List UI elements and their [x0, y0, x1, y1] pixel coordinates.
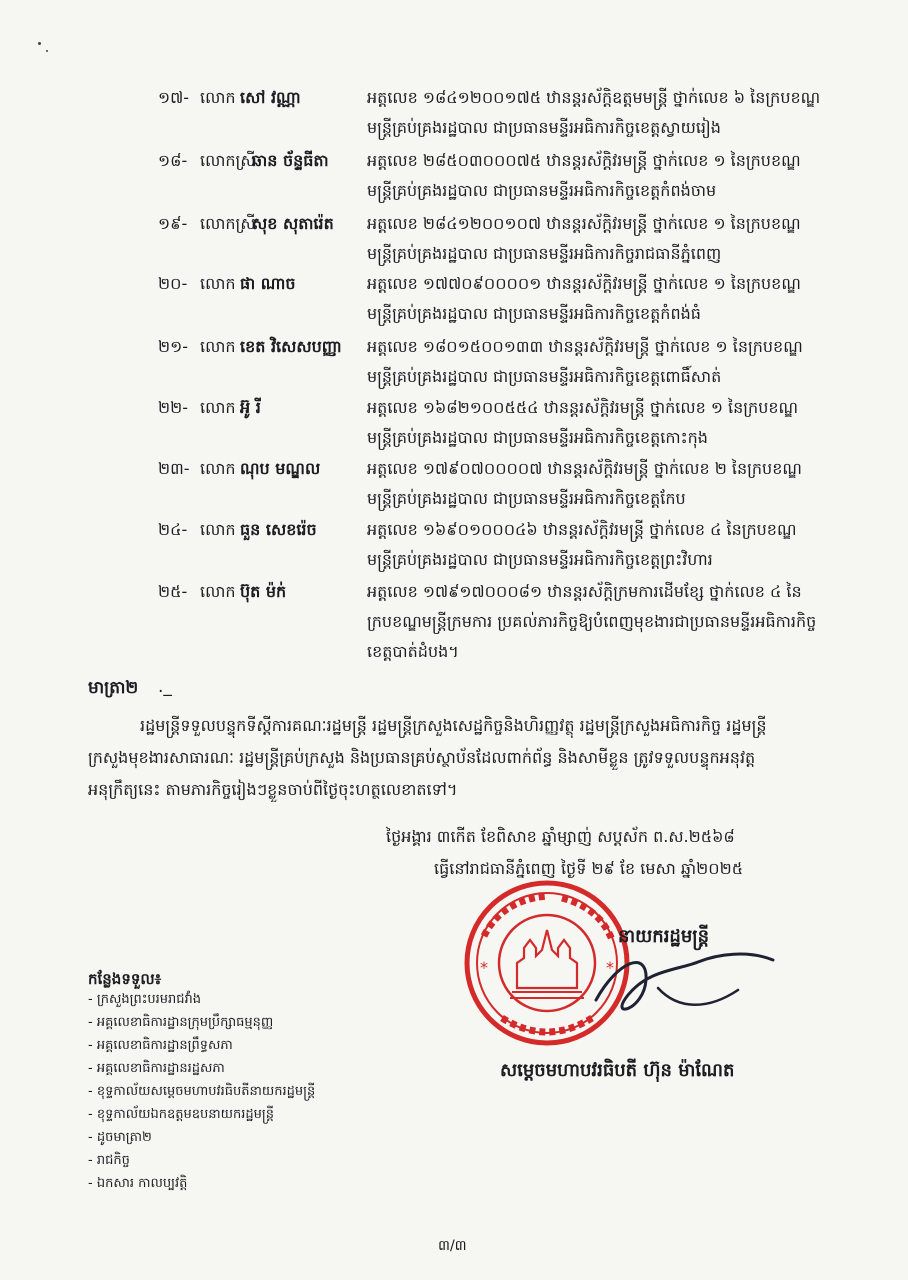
article-paragraph-line: រដ្ឋមន្ត្រីទទួលបន្ទុកទីស្តីការគណៈរដ្ឋមន្ត្រី រដ្ឋមន្ត្រីក្រសួងសេដ្ឋកិច្ចនិងហិរញ្ញវត្ថុ រដ្ឋមន្ត្រីក្រសួងអធិការកិច្ច រដ្ឋមន្ត្រី [140, 716, 767, 735]
entry-honorific: លោក [200, 88, 236, 107]
entry-honorific: លោក [200, 520, 236, 539]
svg-text:*: * [606, 958, 614, 977]
entry-honorific: លោកស្រី [200, 151, 256, 170]
recipient-item: - ខុទ្ទកាល័យឯកឧត្តមឧបនាយករដ្ឋមន្ត្រី [88, 1107, 274, 1122]
recipient-item: - ខុទ្ទកាល័យសម្តេចមហាបវរធិបតីនាយករដ្ឋមន្ត្រី [88, 1084, 316, 1099]
entry-honorific: លោកស្រី [200, 214, 256, 233]
entry-text-line: មន្ត្រីគ្រប់គ្រងរដ្ឋបាល ជាប្រធានមន្ទីរអធិការកិច្ចខេត្តកំពង់ចាម [367, 181, 717, 200]
signing-date: ធ្វើនៅរាជធានីភ្នំពេញ ថ្ងៃទី ២៩ ខែ មេសា ឆ្នាំ២០២៥ [434, 859, 744, 878]
entry-text-line: អត្តលេខ ១៦៩០១០០០៤៦ ឋានន្តរស័ក្តិវរមន្ត្រី ថ្នាក់លេខ ៤ នៃក្របខណ្ឌ [367, 520, 797, 539]
entry-name: សុខ សុតារ៉េត [252, 214, 334, 233]
entry-text-line: មន្ត្រីគ្រប់គ្រងរដ្ឋបាល ជាប្រធានមន្ទីរអធិការកិច្ចខេត្តស្វាយរៀង [367, 118, 721, 137]
entry-text-line: អត្តលេខ ១៨៤១២០០១៧៥ ឋានន្តរស័ក្តិឧត្តមមន្ត្រី ថ្នាក់លេខ ៦ នៃក្របខណ្ឌ [367, 88, 821, 107]
recipients-heading: កន្លែងទទួល៖ [88, 970, 162, 988]
entry-name: ផា ណាច [240, 274, 296, 293]
recipient-item: - អគ្គលេខាធិការដ្ឋានព្រឹទ្ធសភា [88, 1038, 233, 1053]
entry-text-line: មន្ត្រីគ្រប់គ្រងរដ្ឋបាល ជាប្រធានមន្ទីរអធិការកិច្ចរាជធានីភ្នំពេញ [367, 244, 722, 263]
entry-name: ធួន សេខរ៉េច [240, 520, 317, 539]
scan-speck [46, 50, 48, 52]
recipient-item: - អគ្គលេខាធិការដ្ឋានរដ្ឋសភា [88, 1061, 225, 1076]
entry-text-line: មន្ត្រីគ្រប់គ្រងរដ្ឋបាល ជាប្រធានមន្ទីរអធិការកិច្ចខេត្តកោះកុង [367, 428, 708, 447]
entry-number: ២០- [158, 274, 188, 293]
entry-text-line: ក្របខណ្ឌមន្ត្រីក្រមការ ប្រគល់ភារកិច្ចឱ្យបំពេញមុខងារជាប្រធានមន្ទីរអធិការកិច្ច [367, 612, 817, 631]
entry-number: ២២- [158, 398, 188, 417]
entry-name: អ៊ូ រី [240, 398, 261, 417]
entry-number: ២៥- [158, 582, 188, 601]
entry-honorific: លោក [200, 459, 236, 478]
entry-number: ២៣- [158, 459, 190, 478]
article-heading-dash: ._ [158, 677, 172, 697]
article-paragraph-line: ក្រសួងមុខងារសាធារណៈ រដ្ឋមន្ត្រីគ្រប់ក្រសួង និងប្រធានគ្រប់ស្ថាប័នដែលពាក់ព័ន្ធ និងសាមីខ្លួន ត្រូវទទួលបន្ទុកអនុវត្ត [88, 748, 756, 767]
entry-name: សៅ វណ្ណា [240, 88, 301, 107]
entry-number: ២៤- [158, 520, 188, 539]
recipient-item: - ដូចមាត្រា២ [88, 1130, 152, 1145]
entry-text-line: អត្តលេខ ២៨៤១២០០១០៧ ឋានន្តរស័ក្តិវរមន្ត្រី ថ្នាក់លេខ ១ នៃក្របខណ្ឌ [367, 214, 801, 233]
recipient-item: - ក្រសួងព្រះបរមរាជវាំង [88, 992, 202, 1007]
handwritten-signature [588, 940, 778, 1030]
entry-text-line: អត្តលេខ ១៧៩១៧០០០៨១ ឋានន្តរស័ក្តិក្រមការដើមខ្សែ ថ្នាក់លេខ ៤ នៃ [367, 582, 802, 601]
entry-name: ប៊ុត ម៉ក់ [240, 582, 287, 601]
entry-honorific: លោក [200, 582, 236, 601]
entry-number: ១៩- [158, 214, 188, 233]
recipient-item: - អគ្គលេខាធិការដ្ឋានក្រុមប្រឹក្សាធម្មនុញ្ញ [88, 1015, 274, 1030]
entry-number: ១៨- [158, 151, 188, 170]
entry-text-line: មន្ត្រីគ្រប់គ្រងរដ្ឋបាល ជាប្រធានមន្ទីរអធិការកិច្ចខេត្តកែប [367, 489, 686, 508]
page-number: ៣/៣ [438, 1238, 467, 1254]
entry-text-line: អត្តលេខ ១៧៧០៩០០០០១ ឋានន្តរស័ក្តិវរមន្ត្រី ថ្នាក់លេខ ១ នៃក្របខណ្ឌ [367, 274, 801, 293]
signatory-title: នាយករដ្ឋមន្ត្រី [618, 926, 710, 947]
entry-text-line: មន្ត្រីគ្រប់គ្រងរដ្ឋបាល ជាប្រធានមន្ទីរអធិការកិច្ចខេត្តកំពង់ធំ [367, 304, 701, 323]
recipient-item: - ឯកសារ កាលប្បវត្តិ [88, 1176, 188, 1191]
entry-text-line: អត្តលេខ ២៨៥០៣០០០៧៥ ឋានន្តរស័ក្តិវរមន្ត្រី ថ្នាក់លេខ ១ នៃក្របខណ្ឌ [367, 151, 801, 170]
entry-honorific: លោក [200, 398, 236, 417]
entry-name: ខេត វិសេសបញ្ញា [240, 337, 342, 356]
entry-text-line: អត្តលេខ ១៦៨២១០០៥៥៤ ឋានន្តរស័ក្តិវរមន្ត្រី ថ្នាក់លេខ ១ នៃក្របខណ្ឌ [367, 398, 799, 417]
article-paragraph-line: អនុក្រឹត្យនេះ តាមភារកិច្ចរៀងៗខ្លួនចាប់ពីថ្ងៃចុះហត្ថលេខាតទៅ។ [88, 780, 458, 799]
svg-text:*: * [480, 958, 488, 977]
entry-number: ១៧- [158, 88, 190, 107]
entry-text-line: អត្តលេខ ១៧៩០៧០០០០៧ ឋានន្តរស័ក្តិវរមន្ត្រី ថ្នាក់លេខ ២ នៃក្របខណ្ឌ [367, 459, 802, 478]
entry-text-line: អត្តលេខ ១៨០១៥០០១៣៣ ឋានន្តរស័ក្តិវរមន្ត្រី ថ្នាក់លេខ ១ នៃក្របខណ្ឌ [367, 337, 803, 356]
entry-honorific: លោក [200, 274, 236, 293]
scan-speck [38, 42, 41, 45]
entry-text-line: មន្ត្រីគ្រប់គ្រងរដ្ឋបាល ជាប្រធានមន្ទីរអធិការកិច្ចខេត្តព្រះវិហារ [367, 550, 713, 569]
article-heading: មាត្រា២ [88, 678, 139, 698]
entry-name: ឆាន ច័ន្ទធីតា [252, 151, 329, 170]
entry-text-line: មន្ត្រីគ្រប់គ្រងរដ្ឋបាល ជាប្រធានមន្ទីរអធិការកិច្ចខេត្តពោធិ៍សាត់ [367, 367, 722, 386]
entry-number: ២១- [158, 337, 188, 356]
entry-name: ណុប មណ្ឌល [240, 459, 321, 478]
signatory-name: សម្តេចមហាបវរធិបតី ហ៊ុន ម៉ាណែត [500, 1060, 735, 1081]
entry-text-line: ខេត្តបាត់ដំបង។ [367, 642, 459, 661]
recipient-item: - រាជកិច្ច [88, 1153, 130, 1168]
lunar-date: ថ្ងៃអង្គារ ៣កើត ខែពិសាខ ឆ្នាំម្សាញ់ សប្តស័ក ព.ស.២៥៦៨ [386, 827, 735, 846]
entry-honorific: លោក [200, 337, 236, 356]
